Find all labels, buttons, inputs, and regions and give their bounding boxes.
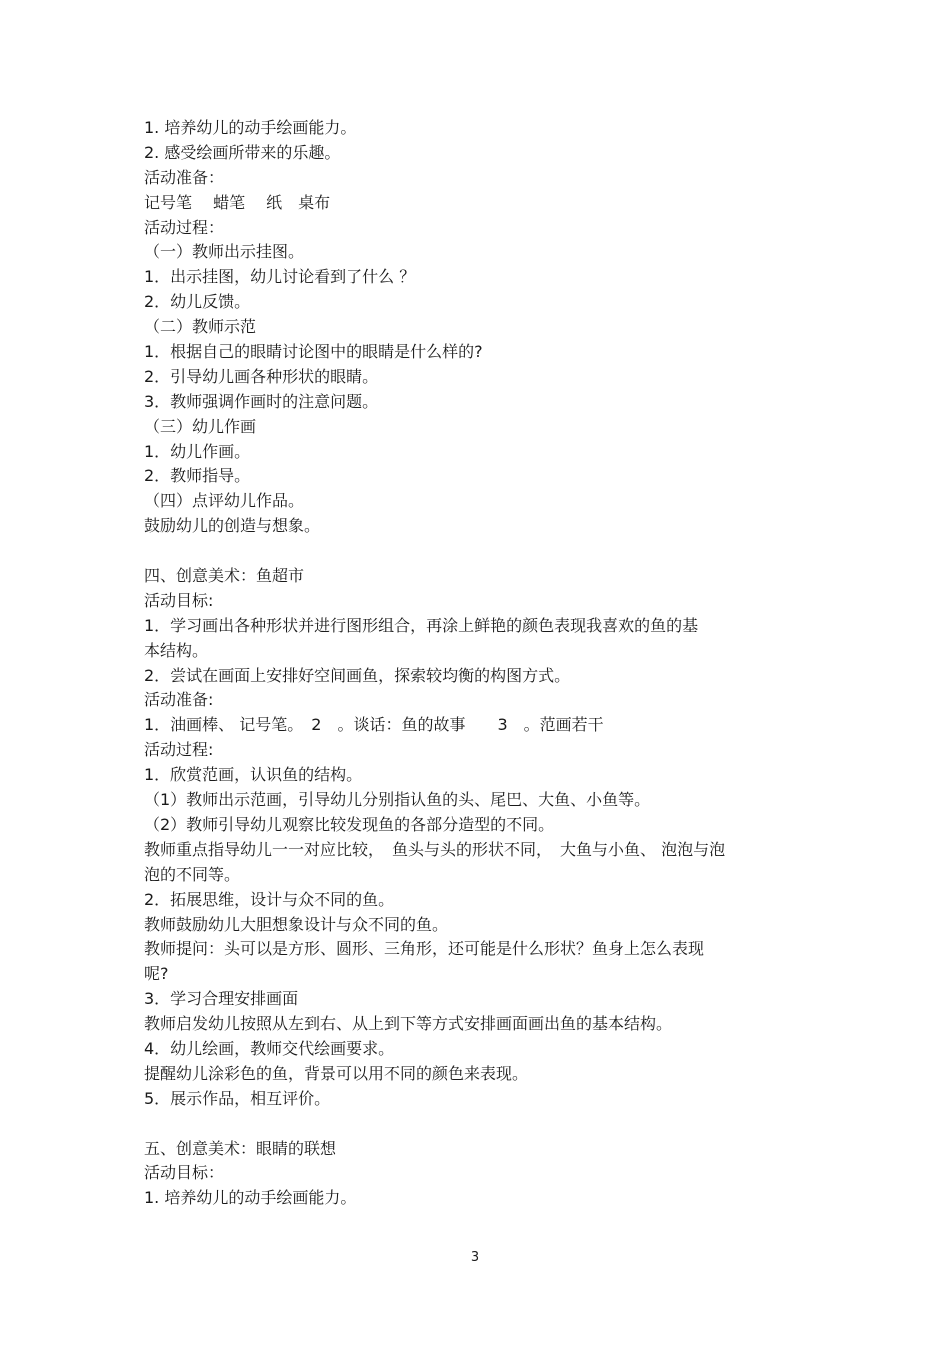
text-line: 2．引导幼儿画各种形状的眼睛。 <box>144 366 379 386</box>
text-line: （一）教师出示挂图。 <box>144 242 305 262</box>
text-line: 提醒幼儿涂彩色的鱼，背景可以用不同的颜色来表现。 <box>144 1063 529 1083</box>
text-line: 教师重点指导幼儿一一对应比较， 鱼头与头的形状不同， 大鱼与小鱼、 泡泡与泡 <box>144 839 726 859</box>
text-line: 教师鼓励幼儿大胆想象设计与众不同的鱼。 <box>144 914 449 934</box>
text-line: 活动准备: <box>144 690 214 710</box>
text-line: 1．幼儿作画。 <box>144 441 251 461</box>
text-line: 2. 感受绘画所带来的乐趣。 <box>144 142 341 162</box>
text-line: 活动目标： <box>144 1163 225 1183</box>
blank-line <box>144 539 814 564</box>
text-line: 鼓励幼儿的创造与想象。 <box>144 516 321 536</box>
text-line: 1. 培养幼儿的动手绘画能力。 <box>144 1188 357 1208</box>
text-line: 四、创意美术：鱼超市 <box>144 566 305 586</box>
text-line: 活动过程： <box>144 217 225 237</box>
text-line: 活动准备： <box>144 167 225 187</box>
text-line: 五、创意美术：眼睛的联想 <box>144 1138 337 1158</box>
blank-line <box>144 1112 814 1137</box>
text-line: （四）点评幼儿作品。 <box>144 491 305 511</box>
text-line: （三）幼儿作画 <box>144 416 257 436</box>
text-line: 本结构。 <box>144 640 209 660</box>
text-line: 3．教师强调作画时的注意问题。 <box>144 391 379 411</box>
text-line: 4．幼儿绘画，教师交代绘画要求。 <box>144 1038 395 1058</box>
text-line: （2）教师引导幼儿观察比较发现鱼的各部分造型的不同。 <box>144 814 555 834</box>
text-line: 1．欣赏范画，认识鱼的结构。 <box>144 765 363 785</box>
text-line: 2．教师指导。 <box>144 466 251 486</box>
text-line: 2．拓展思维，设计与众不同的鱼。 <box>144 889 395 909</box>
text-line: 记号笔 蜡笔 纸 桌布 <box>144 192 331 212</box>
page-number: 3 <box>470 1250 480 1265</box>
text-line: 1．出示挂图，幼儿讨论看到了什么 ？ <box>144 267 416 287</box>
text-line: 活动目标: <box>144 590 214 610</box>
text-line: 1．学习画出各种形状并进行图形组合，再涂上鲜艳的颜色表现我喜欢的鱼的基 <box>144 615 699 635</box>
text-line: （1）教师出示范画，引导幼儿分别指认鱼的头、尾巴、大鱼、小鱼等。 <box>144 790 651 810</box>
text-line: 教师启发幼儿按照从左到右、从上到下等方式安排画面画出鱼的基本结构。 <box>144 1014 673 1034</box>
text-line: 教师提问：头可以是方形、圆形、三角形，还可能是什么形状？鱼身上怎么表现 <box>144 939 705 959</box>
text-line: 2．尝试在画面上安排好空间画鱼，探索较均衡的构图方式。 <box>144 665 571 685</box>
text-line: 泡的不同等。 <box>144 864 241 884</box>
text-line: 5．展示作品，相互评价。 <box>144 1088 331 1108</box>
text-line: 3．学习合理安排画面 <box>144 989 299 1009</box>
text-line: 1. 培养幼儿的动手绘画能力。 <box>144 118 357 137</box>
text-line: （二）教师示范 <box>144 317 257 337</box>
text-line: 活动过程: <box>144 740 214 760</box>
text-line: 1．根据自己的眼睛讨论图中的眼睛是什么样的? <box>144 342 483 362</box>
text-line: 2．幼儿反馈。 <box>144 292 251 312</box>
document-body <box>144 116 814 1211</box>
text-line: 1．油画棒、 记号笔。 2 。谈话：鱼的故事 3 。范画若干 <box>144 715 604 735</box>
text-line: 呢? <box>144 964 169 984</box>
